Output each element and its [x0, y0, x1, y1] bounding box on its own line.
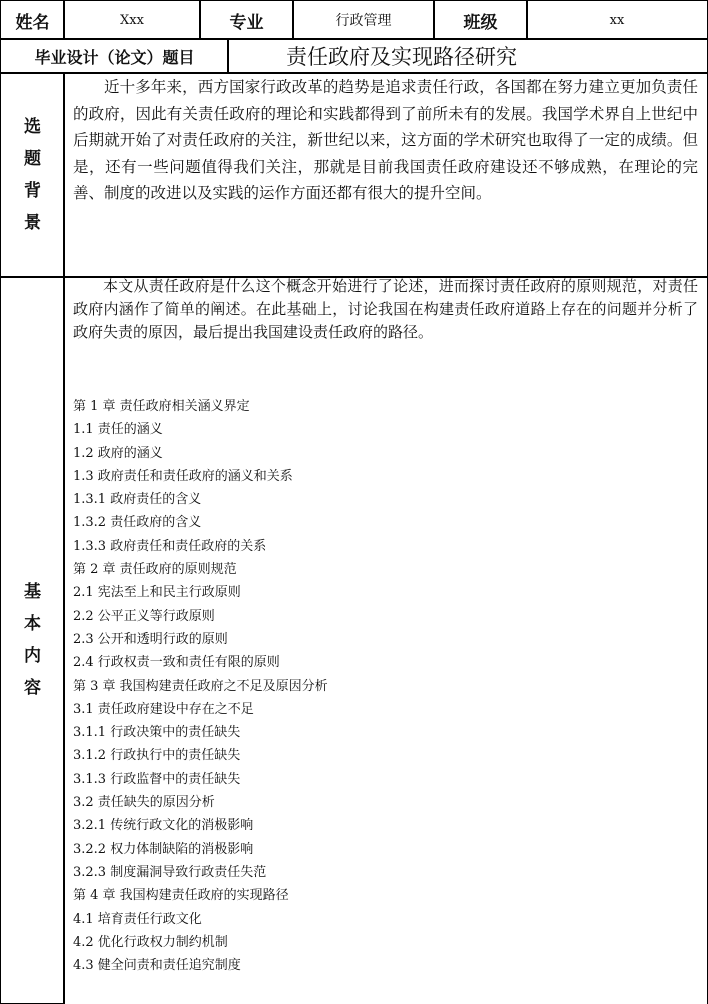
major-label: 专业 — [199, 0, 294, 40]
toc-item: 3.1.1 行政决策中的责任缺失 — [73, 725, 241, 741]
background-label-char: 景 — [24, 213, 41, 233]
background-label-char: 背 — [24, 181, 41, 201]
background-label — [0, 72, 65, 278]
toc-item: 3.2.2 权力体制缺陷的消极影响 — [73, 841, 254, 857]
toc-item: 第 1 章 责任政府相关涵义界定 — [73, 399, 250, 414]
toc-item: 1.3.1 政府责任的含义 — [73, 492, 202, 508]
toc-item: 3.1.3 行政监督中的责任缺失 — [73, 771, 241, 787]
class-value: xx — [526, 0, 708, 40]
toc-item: 4.3 健全问责和责任追究制度 — [73, 958, 241, 974]
toc-item: 1.1 责任的涵义 — [73, 422, 163, 438]
toc-item: 3.2.1 传统行政文化的消极影响 — [73, 818, 254, 834]
toc-item: 2.4 行政权责一致和责任有限的原则 — [73, 655, 280, 671]
topic-label: 毕业设计（论文）题目 — [0, 38, 229, 74]
toc-item: 1.3.3 政府责任和责任政府的关系 — [73, 538, 267, 554]
toc-item: 第 4 章 我国构建责任政府的实现路径 — [73, 888, 289, 904]
toc-item: 3.1.2 行政执行中的责任缺失 — [73, 748, 241, 764]
toc-item: 3.2 责任缺失的原因分析 — [73, 795, 215, 811]
toc-item: 4.2 优化行政权力制约机制 — [73, 934, 228, 950]
thesis-title: 责任政府及实现路径研究 — [227, 38, 708, 74]
toc-item: 3.2.3 制度漏洞导致行政责任失范 — [73, 864, 267, 880]
toc-item: 3.1 责任政府建设中存在之不足 — [73, 701, 254, 717]
name-label: 姓名 — [0, 0, 65, 40]
background-label-char: 题 — [24, 149, 41, 169]
content-label — [0, 276, 65, 1004]
content-intro: 本文从责任政府是什么这个概念开始进行了论述，进而探讨责任政府的原则规范，对责任政府内涵作了简单的阐述。在此基础上，讨论我国在构建责任政府道路上存在的问题并分析了政府失责的原因，最后提出我国建设责任政府的路径。 — [73, 277, 698, 341]
toc-item: 2.3 公开和透明行政的原则 — [73, 631, 228, 647]
background-text: 近十多年来，西方国家行政改革的趋势是追求责任行政，各国都在努力建立更加负责任的政府，因此有关责任政府的理论和实践都得到了前所未有的发展。我国学术界自上世纪中后期就开始了对责任政府的关注，新世纪以来，这方面的学术研究也取得了一定的成绩。但是，还有一些问题值得我们关注，那就是目前我国责任政府建设还不够成熟，在理论的完善、制度的改进以及实践的运作方面还都有很大的提升空间。 — [73, 78, 698, 202]
class-label: 班级 — [433, 0, 528, 40]
background-label-char: 选 — [24, 117, 41, 137]
toc-item: 1.2 政府的涵义 — [73, 445, 163, 461]
content-label-char: 内 — [24, 646, 41, 666]
toc-item: 1.3.2 责任政府的含义 — [73, 515, 202, 531]
toc-item: 第 2 章 责任政府的原则规范 — [73, 562, 237, 578]
toc-item: 2.2 公平正义等行政原则 — [73, 608, 215, 624]
content-label-char: 容 — [24, 678, 41, 698]
toc-item: 第 3 章 我国构建责任政府之不足及原因分析 — [73, 678, 328, 694]
name-value: Xxx — [63, 0, 201, 40]
toc-item: 4.1 培育责任行政文化 — [73, 911, 202, 927]
major-value: 行政管理 — [292, 0, 435, 40]
toc-item: 1.3 政府责任和责任政府的涵义和关系 — [73, 468, 293, 484]
content-label-char: 基 — [24, 582, 41, 602]
content-label-char: 本 — [24, 614, 41, 634]
table-of-contents — [73, 395, 328, 977]
toc-item: 2.1 宪法至上和民主行政原则 — [73, 585, 241, 601]
